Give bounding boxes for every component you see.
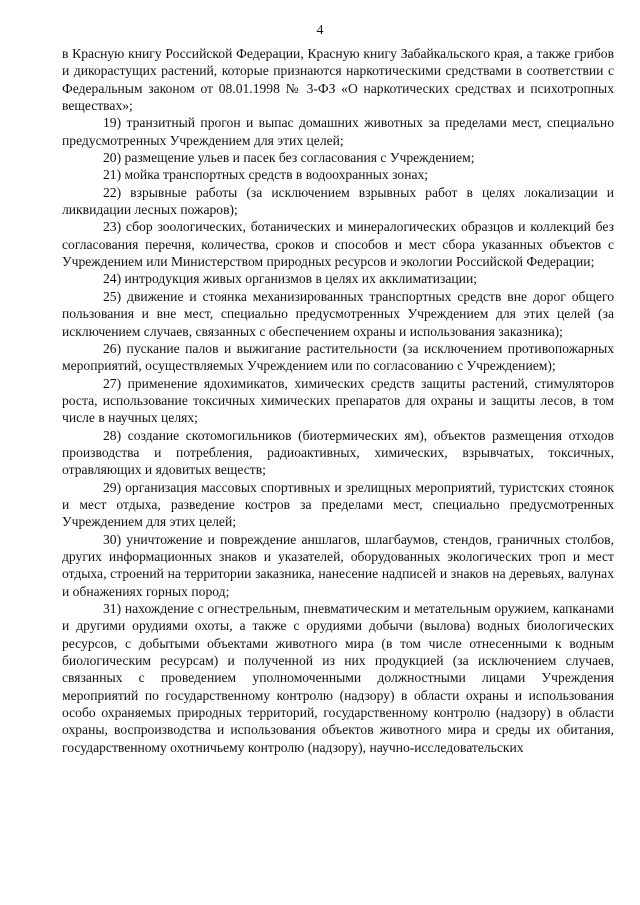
paragraph-item-20: 20) размещение ульев и пасек без согласования с Учреждением; [103, 150, 475, 166]
paragraph-item-21: 21) мойка транспортных средств в водоохранных зонах; [103, 167, 429, 183]
paragraph-item-23: 23) сбор зоологических, ботанических и минералогических образцов и коллекций без согласования перечня, количества, сроков и способов и мест сбора указанных объектов с Учреждением или Министерством природных ресурсов и экологии Российской Федерации; [62, 219, 614, 270]
paragraph-item-29: 29) организация массовых спортивных и зрелищных мероприятий, туристских стоянок и мест отдыха, разведение костров за пределами мест, специально предусмотренных Учреждением для этих целей; [62, 479, 614, 530]
paragraph-item-30: 30) уничтожение и повреждение аншлагов, шлагбаумов, стендов, граничных столбов, других информационных знаков и указателей, оборудованных экологических троп и мест отдыха, строений на территории заказника, нанесение надписей и знаков на деревьях, валунах и обнажениях горных пород; [62, 531, 614, 599]
document-body [62, 45, 614, 756]
paragraph-item-25: 25) движение и стоянка механизированных транспортных средств вне дорог общего пользования и вне мест, специально предусмотренных Учреждением для этих целей (за исключением случаев, связанных с обеспечением охраны и использования заказника); [62, 288, 614, 339]
paragraph-item-26: 26) пускание палов и выжигание растительности (за исключением противопожарных мероприятий, осуществляемых Учреждением или по согласованию с Учреждением); [62, 340, 614, 374]
paragraph-item-24: 24) интродукция живых организмов в целях их акклиматизации; [103, 271, 477, 287]
page-number: 4 [316, 23, 324, 38]
paragraph-item-27: 27) применение ядохимикатов, химических средств защиты растений, стимуляторов роста, использование токсичных химических препаратов для охраны и защиты лесов, в том числе в научных целях; [62, 375, 614, 426]
paragraph-item-31: 31) нахождение с огнестрельным, пневматическим и метательным оружием, капканами и другими орудиями охоты, а также с орудиями добычи (вылова) водных биологических ресурсов, с добытыми объектами животного мира (в том числе отнесенными к водным биологическим ресурсам) и полученной из них продукцией (за исключением случаев, связанных с проведением уполномоченными должностными лицами Учреждения мероприятий по государственному контролю (надзору) в области охраны и использования особо охраняемых природных территорий, государственному контролю (надзору) в области охраны, воспроизводства и использования объектов животного мира и среды их обитания, государственному охотничьему контролю (надзору), научно-исследовательских [62, 601, 614, 755]
paragraph-item-28: 28) создание скотомогильников (биотермических ям), объектов размещения отходов производства и потребления, радиоактивных, химических, взрывчатых, токсичных, отравляющих и ядовитых веществ; [62, 427, 614, 478]
paragraph-continuation: в Красную книгу Российской Федерации, Красную книгу Забайкальского края, а также грибов и дикорастущих растений, которые признаются наркотическими средствами в соответствии с Федеральным законом от 08.01.1998 № 3-ФЗ «О наркотических средствах и психотропных веществах»; [62, 46, 614, 114]
paragraph-item-22: 22) взрывные работы (за исключением взрывных работ в целях локализации и ликвидации лесных пожаров); [62, 184, 614, 218]
paragraph-item-19: 19) транзитный прогон и выпас домашних животных за пределами мест, специально предусмотренных Учреждением для этих целей; [62, 115, 614, 148]
